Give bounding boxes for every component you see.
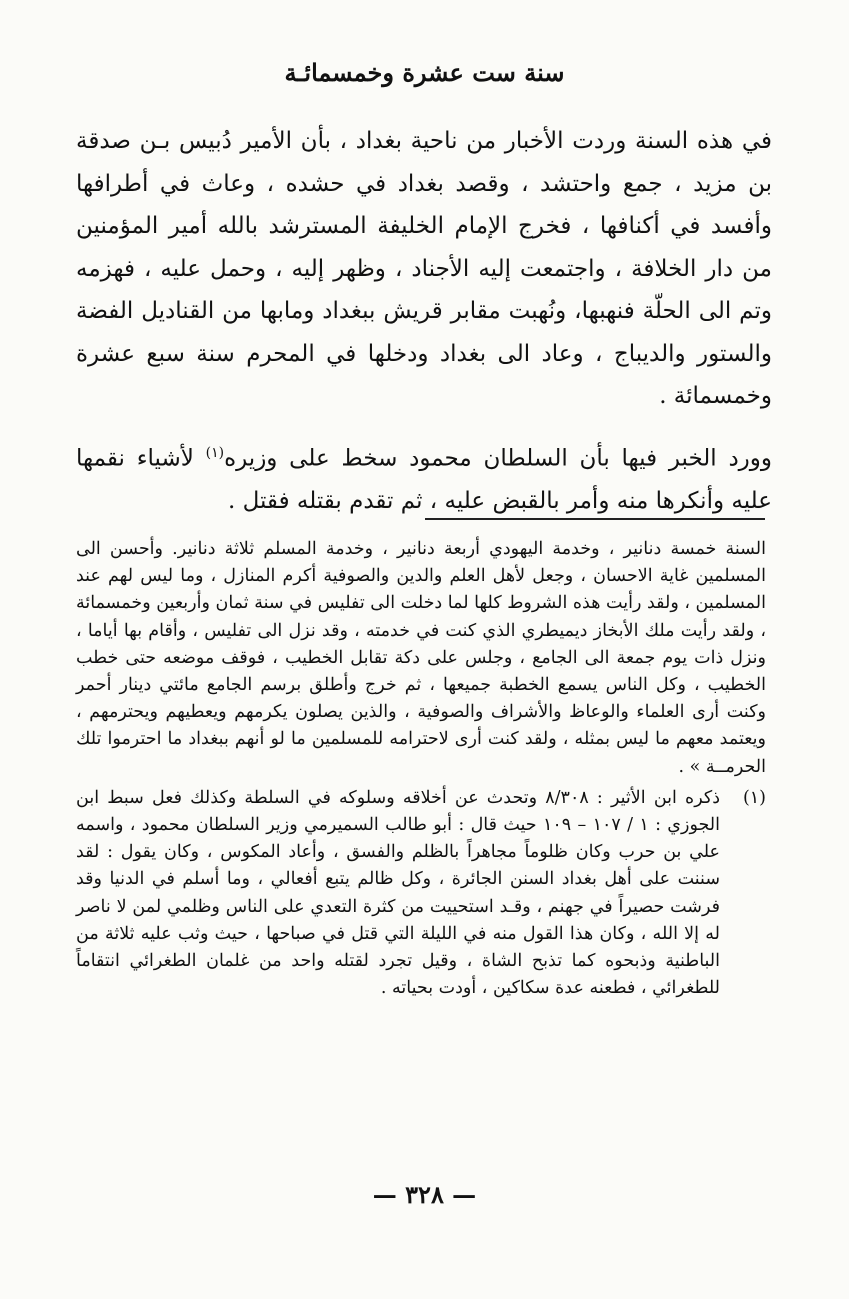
paragraph-1: في هذه السنة وردت الأخبار من ناحية بغداد ، بأن الأمير دُبيس بـن صدقة بن مزيد ، جمع واحتشد ، وقصد بغداد في حشده ، وعاث في أطرافها وأفسد في أكنافها ، فخرج الإمام الخليفة المسترشد بالله أمير المؤمنين من دار الخلافة ، واجتمعت إليه الأجناد ، وظهر إليه ، وحمل عليه ، فهزمه وتم الى الحلّة فنهبها، ونُهبت مقابر قريش ببغداد ومابها من القناديل الفضة والستور والديباج ، وعاد الى بغداد ودخلها في المحرم سنة سبع عشرة وخمسمائة . — [76, 128, 772, 409]
page-number: — ٣٢٨ — — [372, 1180, 477, 1209]
footnote-1-number: (١) — [742, 787, 766, 808]
paragraph-2-end: لأشياء نقمها عليه وأنكرها منه وأمر بالقبض عليه ، ثم تقدم بقتله فقتل . — [76, 445, 772, 514]
paragraph-2 — [76, 432, 772, 523]
footnote-continuation: السنة خمسة دنانير ، وخدمة اليهودي أربعة دنانير ، وخدمة المسلم ثلاثة دنانير. وأحسن الى المسلمين غاية الاحسان ، وجعل لأهل العلم والدين والصوفية أكرم المنازل ، وما ليس لهم عند المسلمين ، ولقد رأيت هذه الشروط كلها لما دخلت الى تفليس في سنة ثمان وأربعين وخمسمائة ، ولقد رأيت ملك الأبخاز ديميطري الذي كنت في خدمته ، وقد نزل الى تفليس ، وأقام بها أياما ، ونزل ذات يوم جمعة الى الجامع ، وجلس على دكة تقابل الخطيب ، فوقف موضعه حتى خطب الخطيب ، وكل الناس يسمع الخطبة جميعها ، ثم خرج وأطلق برسم الجامع مائتي دينار أحمر وكنت أرى العلماء والوعاظ والأشراف والصوفية ، والذين يصلون يكرمهم ويعطيهم ويحترمهم ، ويعتمد معهم ما ليس بمثله ، ولقد كنت أرى لاحترامه للمسلمين ما لو أنهم ببغداد ما احترموا تلك الحرمــة » . — [75, 539, 766, 777]
main-text — [76, 120, 772, 522]
paragraph-2-start: وورد الخبر فيها بأن السلطان محمود سخط على وزيره — [224, 445, 773, 472]
footnote-ref-1: (١) — [205, 444, 225, 461]
footnote-divider — [425, 518, 765, 520]
footnote-1 — [76, 785, 766, 1003]
footnotes — [76, 536, 766, 1002]
footnote-1-text: ذكره ابن الأثير : ٨/٣٠٨ وتحدث عن أخلاقه وسلوكه في السلطة وكذلك فعل سبط ابن الجوزي : ١ / ١٠٧ – ١٠٩ حيث قال : أبو طالب السميرمي وزير السلطان محمود ، واسمه علي بن حرب وكان ظلوماً مجاهراً بالظلم والفسق ، وأعاد المكوس ، وكان يقول : لقد سننت على أهل بغداد السنن الجائرة ، وكل ظالم يتبع أفعالي ، وما أسلم في الدنيا وقد فرشت حصيراً في جهنم ، وقـد استحييت من كثرة التعدي على الناس وظلمي لمن لا ناصر له إلا الله ، وكان هذا القول منه في الليلة التي قتل في صباحها ، حيث وثب عليه ثلاثة من الباطنية وذبحوه كما تذبح الشاة ، وقيل تجرد لقتله واحد من غلمان الطغرائي انتقاماً للطغرائي ، فطعنه عدة سكاكين ، أودت بحياته . — [76, 787, 720, 999]
page-title: سنة ست عشرة وخمسمائـة — [284, 58, 565, 87]
